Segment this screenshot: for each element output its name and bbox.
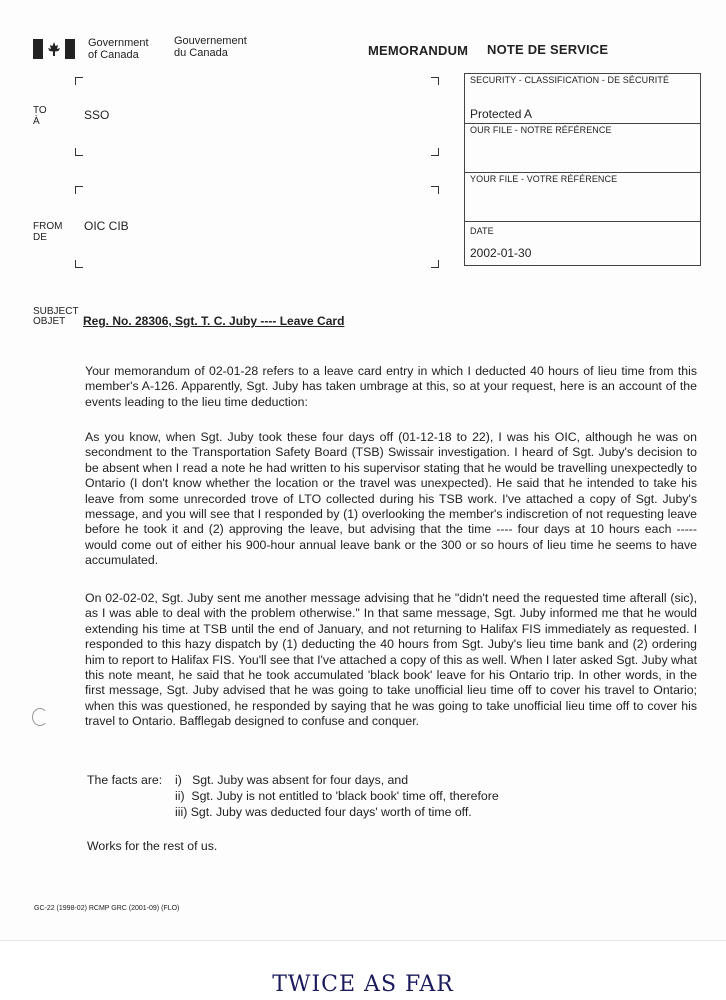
form-code: GC-22 (1998-02) RCMP GRC (2001-09) (FLO) bbox=[34, 905, 180, 912]
bracket-corner bbox=[431, 260, 439, 268]
facts-item: i) Sgt. Juby was absent for four days, and bbox=[175, 773, 409, 787]
bracket-corner bbox=[75, 186, 83, 194]
bracket-corner bbox=[431, 148, 439, 156]
to-label: TO À bbox=[33, 105, 47, 127]
security-cell bbox=[465, 74, 700, 124]
our-file-cell bbox=[465, 124, 700, 173]
closing-line: Works for the rest of us. bbox=[87, 839, 218, 853]
reference-box bbox=[464, 73, 701, 266]
banner-title: TWICE AS FAR bbox=[272, 972, 454, 997]
security-caption: SECURITY - CLASSIFICATION - DE SÉCURITÉ bbox=[470, 75, 670, 85]
government-name-fr: Gouvernement du Canada bbox=[174, 35, 247, 59]
subject-value: Reg. No. 28306, Sgt. T. C. Juby ---- Leave Card bbox=[83, 314, 345, 328]
bracket-corner bbox=[75, 260, 83, 268]
punch-hole-mark bbox=[32, 708, 48, 726]
body-paragraph-3: On 02-02-02, Sgt. Juby sent me another message advising that he "didn't need the requested time afterall (sic), as I was able to deal with the problem otherwise." In that same message, Sgt. Juby informed me that he would extending his time at TSB until the end of January, and not returning to Halifax FIS immediately as requested. I responded to this hazy dispatch by (1) deducting the 40 hours from Sgt. Juby's lieu time bank and (2) ordering him to report to Halifax FIS. You'll see that I've attached a copy of this as well. When I later asked Sgt. Juby what this note meant, he said that he took accumulated 'black book' leave for his Ontario trip. In other words, in the first message, Sgt. Juby advised that he was going to take unofficial lieu time off to cover his travel to Ontario; when this was questioned, he responded by saying that he was going to take unofficial lieu time off to cover his travel to Ontario. Bafflegab designed to confuse and conquer. bbox=[85, 591, 697, 729]
memo-title-en: MEMORANDUM bbox=[368, 43, 469, 58]
from-label: FROM DE bbox=[33, 221, 63, 243]
body-paragraph-2: As you know, when Sgt. Juby took these four days off (01-12-18 to 22), I was his OIC, although he was on secondment to the Transportation Safety Board (TSB) Swissair investigation. I heard of Sgt. Juby's decision to be absent when I read a note he had written to his supervisor stating that he would be travelling unexpectedly to Ontario (I don't know whether the location or the travel was unexpected). He said that he intended to take his leave from some unrecorded trove of LTO collected during his TSB work. I've attached a copy of Sgt. Juby's message, and you will see that I responded by (1) overlooking the member's indiscretion of not requesting leave before he took it and (2) approving the leave, but advising that the time ---- four days at 10 hours each ----- would come out of either his 900-hour annual leave bank or the 300 or so hours of lieu time he seems to have accumulated. bbox=[85, 430, 697, 568]
bracket-corner bbox=[431, 186, 439, 194]
facts-intro: The facts are: bbox=[87, 773, 163, 787]
facts-item: iii) Sgt. Juby was deducted four days' worth of time off. bbox=[175, 805, 472, 819]
government-name-en: Government of Canada bbox=[88, 37, 149, 61]
your-file-cell bbox=[465, 173, 700, 222]
memo-title-fr: NOTE DE SERVICE bbox=[487, 42, 609, 57]
bracket-corner bbox=[75, 148, 83, 156]
your-file-caption: YOUR FILE - VOTRE RÉFÉRENCE bbox=[470, 174, 618, 184]
security-value: Protected A bbox=[470, 107, 533, 121]
date-caption: DATE bbox=[470, 226, 494, 236]
bracket-corner bbox=[75, 77, 83, 85]
bracket-corner bbox=[431, 77, 439, 85]
facts-item: ii) Sgt. Juby is not entitled to 'black book' time off, therefore bbox=[175, 789, 499, 803]
date-cell bbox=[465, 222, 700, 265]
body-paragraph-1: Your memorandum of 02-01-28 refers to a leave card entry in which I deducted 40 hours of lieu time from this member's A-126. Apparently, Sgt. Juby has taken umbrage at this, so at your request, here is an account of the events leading to the lieu time deduction: bbox=[85, 364, 697, 409]
from-value: OIC CIB bbox=[84, 219, 129, 233]
canada-flag-icon bbox=[33, 39, 75, 59]
our-file-caption: OUR FILE - NOTRE RÉFÉRENCE bbox=[470, 125, 612, 135]
subject-label: SUBJECT OBJET bbox=[33, 306, 79, 327]
to-value: SSO bbox=[84, 108, 110, 122]
date-value: 2002-01-30 bbox=[470, 246, 532, 260]
